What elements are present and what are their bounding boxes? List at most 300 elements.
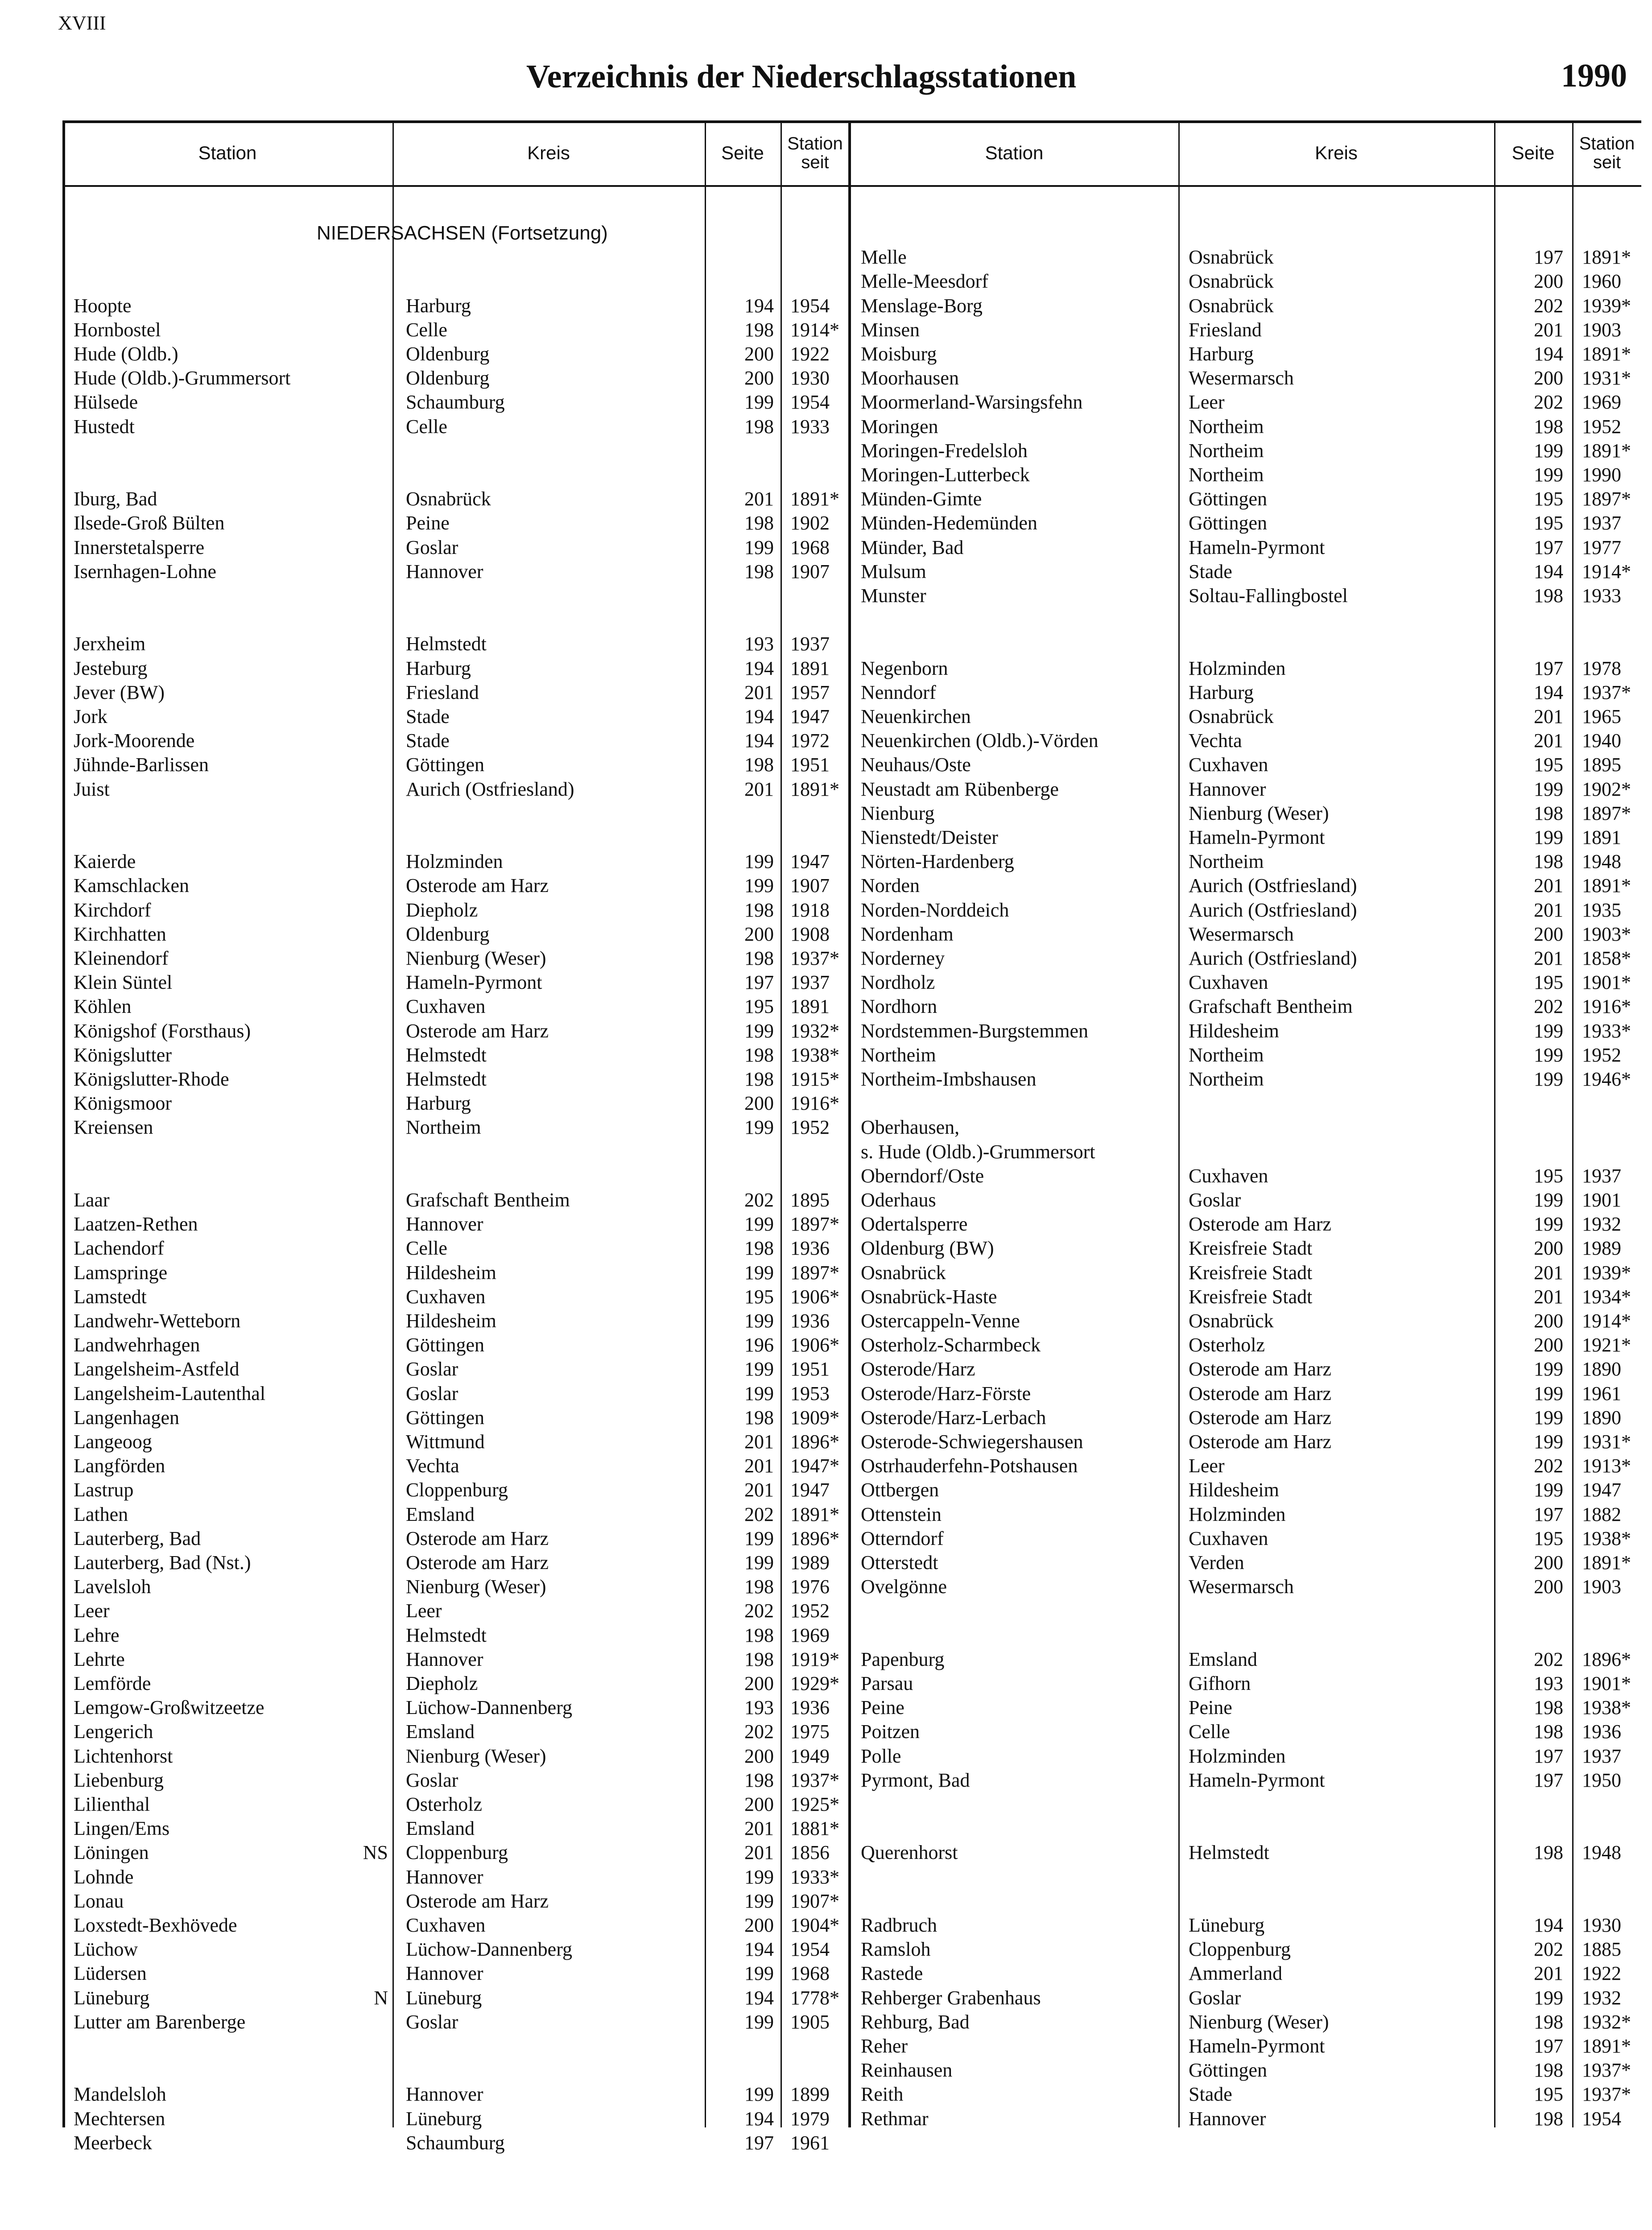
kreis-name: Oldenburg	[406, 343, 490, 365]
kreis-name: Osterode am Harz	[406, 1552, 549, 1573]
station-name: Lemgow-Großwitzeetze	[74, 1697, 264, 1719]
seite-value: 200	[1534, 1334, 1563, 1356]
station-seit-value	[1577, 1212, 1629, 1236]
asterisk-mark: *	[1621, 439, 1631, 462]
station-seit-value	[785, 415, 838, 439]
year-text: 1953	[790, 1382, 830, 1404]
kreis-name: Göttingen	[406, 1334, 484, 1356]
station-name: Ottenstein	[861, 1503, 942, 1525]
station-seit-value	[1577, 1454, 1629, 1478]
station-seit-value	[785, 1720, 838, 1744]
year-text: 1947	[790, 1455, 830, 1477]
year-text: 1954	[1582, 2107, 1621, 2130]
header-kreis-right: Kreis	[1315, 142, 1358, 163]
station-name: Hude (Oldb.)	[74, 343, 178, 365]
station-seit-value	[1577, 1333, 1629, 1357]
seite-value: 199	[1534, 1986, 1563, 2009]
asterisk-mark: *	[1621, 2011, 1631, 2033]
kreis-name: Goslar	[1189, 1189, 1241, 1211]
year-text: 1952	[1582, 1044, 1621, 1066]
station-name: Liebenburg	[74, 1769, 164, 1791]
table-left-border	[62, 120, 65, 2127]
seite-value: 198	[744, 1237, 774, 1260]
station-seit-value	[785, 729, 838, 753]
year-text: 1930	[1582, 1914, 1621, 1936]
seite-value: 197	[744, 971, 774, 994]
station-name: Rastede	[861, 1962, 923, 1985]
kreis-name: Emsland	[406, 1817, 475, 1840]
station-name: Moringen-Lutterbeck	[861, 464, 1030, 486]
station-seit-value	[1577, 584, 1629, 608]
kreis-name: Hameln-Pyrmont	[1189, 1769, 1325, 1791]
kreis-name: Northeim	[1189, 1044, 1264, 1066]
station-name: Lohnde	[74, 1866, 134, 1888]
station-seit-value	[785, 681, 838, 705]
station-seit-value	[1577, 874, 1629, 898]
station-name: Lüchow	[74, 1938, 138, 1961]
header-seite-right: Seite	[1512, 142, 1555, 163]
header-seit-right: Station seit	[1579, 133, 1635, 172]
station-name: Königsmoor	[74, 1092, 172, 1115]
asterisk-mark: *	[830, 1406, 839, 1429]
asterisk-mark: *	[1621, 1261, 1631, 1284]
year-text: 1922	[790, 343, 830, 365]
station-name: Peine	[861, 1697, 904, 1719]
kreis-name: Osterode am Harz	[406, 875, 549, 897]
asterisk-mark: *	[1621, 488, 1631, 510]
station-name: Osterode/Harz-Förste	[861, 1382, 1031, 1404]
year-text: 1937	[790, 947, 830, 969]
station-seit-value	[1577, 1382, 1629, 1406]
station-seit-value	[785, 1599, 838, 1623]
seite-value: 199	[1534, 1406, 1563, 1429]
station-seit-value	[1577, 269, 1629, 293]
year-text: 1908	[790, 923, 830, 945]
kreis-name: Osterode am Harz	[1189, 1213, 1332, 1235]
asterisk-mark: *	[830, 1503, 839, 1525]
kreis-name: Helmstedt	[1189, 1842, 1269, 1864]
station-seit-value	[785, 1865, 838, 1889]
seite-value: 201	[744, 1431, 774, 1453]
asterisk-mark: *	[1621, 367, 1631, 389]
station-name: Moringen	[861, 415, 938, 438]
station-name: Kirchhatten	[74, 923, 166, 945]
station-seit-value	[785, 1430, 838, 1454]
station-seit-value	[1577, 366, 1629, 390]
station-seit-value	[785, 946, 838, 970]
station-name: Iburg, Bad	[74, 488, 157, 510]
station-name: Isernhagen-Lohne	[74, 560, 217, 582]
station-seit-value	[1577, 390, 1629, 414]
kreis-name: Stade	[406, 730, 450, 752]
station-seit-value	[1577, 1043, 1629, 1067]
seite-value: 202	[1534, 391, 1563, 413]
seite-value: 200	[1534, 1552, 1563, 1573]
year-text: 1947	[790, 1479, 830, 1501]
station-seit-value	[1577, 1720, 1629, 1744]
asterisk-mark: *	[830, 1092, 839, 1115]
station-seit-value	[1577, 1768, 1629, 1792]
station-name: Mulsum	[861, 560, 926, 582]
page-title: Verzeichnis der Niederschlagsstationen	[526, 58, 1077, 95]
year-text: 1933	[1582, 1020, 1621, 1042]
station-seit-value	[785, 1212, 838, 1236]
col-divider	[392, 120, 394, 2127]
station-name: Laatzen-Rethen	[74, 1213, 198, 1235]
station-seit-value	[785, 342, 838, 366]
station-seit-value	[785, 1768, 838, 1792]
station-name: Loxstedt-Bexhövede	[74, 1914, 237, 1936]
year-text: 1930	[790, 367, 830, 389]
seite-value: 194	[744, 730, 774, 752]
year-text: 1968	[790, 536, 830, 558]
year-text: 1891	[1582, 1552, 1621, 1573]
kreis-name: Harburg	[406, 294, 471, 317]
station-seit-value	[785, 1817, 838, 1841]
station-name: Nienstedt/Deister	[861, 826, 998, 848]
year-text: 1938	[1582, 1697, 1621, 1719]
station-name: Northeim-Imbshausen	[861, 1068, 1037, 1090]
station-seit-value	[1577, 1962, 1629, 1986]
station-seit-value	[1577, 1309, 1629, 1333]
station-name: Reinhausen	[861, 2059, 953, 2081]
station-seit-value	[785, 1333, 838, 1357]
kreis-name: Northeim	[1189, 439, 1264, 462]
kreis-name: Osterode am Harz	[1189, 1431, 1332, 1453]
kreis-name: Oldenburg	[406, 923, 490, 945]
year-text: 1858	[1582, 947, 1621, 969]
station-name: Lamspringe	[74, 1261, 168, 1284]
seite-value: 198	[1534, 1842, 1563, 1864]
seite-value: 198	[1534, 585, 1563, 607]
station-name: Norden	[861, 875, 920, 897]
kreis-name: Osnabrück	[1189, 706, 1274, 727]
seite-value: 197	[1534, 246, 1563, 268]
station-name: Lutter am Barenberge	[74, 2011, 246, 2033]
kreis-name: Osnabrück	[1189, 294, 1274, 317]
station-seit-value	[785, 318, 838, 342]
station-seit-value	[785, 1043, 838, 1067]
header-seit-left: Station seit	[787, 133, 843, 172]
asterisk-mark: *	[830, 1455, 839, 1477]
station-seit-value	[785, 1986, 838, 2010]
station-seit-value	[1577, 898, 1629, 922]
station-seit-value	[1577, 2058, 1629, 2082]
asterisk-mark: *	[1621, 1672, 1631, 1694]
station-name: Lauterberg, Bad (Nst.)	[74, 1552, 251, 1573]
year-text: 1965	[1582, 706, 1621, 727]
year-text: 1897	[790, 1213, 830, 1235]
station-seit-value	[785, 1091, 838, 1115]
station-name: Mandelsloh	[74, 2083, 166, 2106]
seite-value: 201	[1534, 1261, 1563, 1284]
kreis-name: Stade	[1189, 2083, 1232, 2106]
seite-value: 201	[1534, 947, 1563, 969]
kreis-name: Nienburg (Weser)	[1189, 2011, 1329, 2033]
station-seit-value	[785, 995, 838, 1019]
kreis-name: Holzminden	[406, 851, 503, 873]
station-name: Ovelgönne	[861, 1576, 947, 1598]
station-seit-value	[785, 1454, 838, 1478]
kreis-name: Harburg	[406, 1092, 471, 1115]
seite-value: 201	[1534, 318, 1563, 341]
station-seit-value	[785, 1889, 838, 1913]
kreis-name: Göttingen	[1189, 512, 1267, 534]
seite-value: 194	[744, 294, 774, 317]
kreis-name: Schaumburg	[406, 2131, 505, 2154]
kreis-name: Holzminden	[1189, 657, 1286, 679]
asterisk-mark: *	[830, 1769, 839, 1791]
station-name: Reher	[861, 2035, 908, 2057]
station-name: Otterstedt	[861, 1552, 938, 1573]
asterisk-mark: *	[830, 1044, 839, 1066]
seite-value: 198	[744, 899, 774, 921]
station-seit-value	[785, 705, 838, 729]
seite-value: 199	[1534, 778, 1563, 800]
station-name: Papenburg	[861, 1648, 945, 1670]
kreis-name: Stade	[406, 706, 450, 727]
seite-value: 200	[744, 1672, 774, 1694]
station-note: NS	[363, 1842, 388, 1864]
asterisk-mark: *	[1621, 681, 1631, 703]
station-seit-value	[1577, 1575, 1629, 1599]
station-seit-value	[1577, 415, 1629, 439]
kreis-name: Hildesheim	[1189, 1020, 1279, 1042]
station-name: Nörten-Hardenberg	[861, 851, 1014, 873]
seite-value: 199	[1534, 1358, 1563, 1380]
seite-value: 194	[1534, 343, 1563, 365]
kreis-name: Harburg	[1189, 681, 1254, 703]
year-text: 1954	[790, 1938, 830, 1961]
kreis-name: Cuxhaven	[1189, 1527, 1268, 1549]
station-seit-value	[1577, 1357, 1629, 1381]
station-name: Polle	[861, 1745, 901, 1767]
station-name: Lengerich	[74, 1721, 153, 1743]
header-station-left: Station	[198, 142, 257, 163]
year-text: 1891	[790, 488, 830, 510]
kreis-name: Göttingen	[1189, 2059, 1267, 2081]
asterisk-mark: *	[1621, 947, 1631, 969]
year-text: 1952	[790, 1600, 830, 1622]
station-seit-value	[785, 1527, 838, 1551]
page-year: 1990	[1561, 58, 1627, 94]
station-name: Osterholz-Scharmbeck	[861, 1334, 1041, 1356]
year-text: 1932	[790, 1020, 830, 1042]
seite-value: 198	[744, 415, 774, 438]
section-heading: NIEDERSACHSEN (Fortsetzung)	[317, 222, 608, 244]
year-text: 1907	[790, 875, 830, 897]
seite-value: 199	[744, 1310, 774, 1332]
asterisk-mark: *	[830, 1866, 839, 1888]
station-seit-value	[1577, 1067, 1629, 1091]
kreis-name: Cuxhaven	[406, 1914, 486, 1936]
station-seit-value	[1577, 2034, 1629, 2058]
year-text: 1929	[790, 1672, 830, 1694]
year-text: 1931	[1582, 367, 1621, 389]
asterisk-mark: *	[1621, 560, 1631, 582]
year-text: 1916	[1582, 995, 1621, 1018]
kreis-name: Goslar	[406, 1382, 458, 1404]
seite-value: 199	[744, 1382, 774, 1404]
kreis-name: Kreisfreie Stadt	[1189, 1261, 1313, 1284]
seite-value: 202	[1534, 995, 1563, 1018]
station-seit-value	[785, 1357, 838, 1381]
station-name: Kaierde	[74, 851, 136, 873]
seite-value: 199	[1534, 1068, 1563, 1090]
station-seit-value	[785, 560, 838, 584]
year-text: 1932	[1582, 2011, 1621, 2033]
station-seit-value	[785, 1937, 838, 1962]
asterisk-mark: *	[830, 318, 839, 341]
seite-value: 195	[1534, 512, 1563, 534]
station-seit-value	[1577, 1478, 1629, 1502]
seite-value: 199	[744, 2011, 774, 2033]
station-name: Lingen/Ems	[74, 1817, 170, 1840]
asterisk-mark: *	[830, 1285, 839, 1308]
kreis-name: Hannover	[406, 1962, 483, 1985]
seite-value: 195	[1534, 488, 1563, 510]
kreis-name: Wesermarsch	[1189, 1576, 1294, 1598]
seite-value: 199	[744, 1213, 774, 1235]
station-note: N	[374, 1986, 388, 2009]
station-name: Nordenham	[861, 923, 954, 945]
station-seit-value	[1577, 801, 1629, 826]
seite-value: 201	[744, 778, 774, 800]
seite-value: 202	[744, 1600, 774, 1622]
kreis-name: Kreisfreie Stadt	[1189, 1285, 1313, 1308]
station-name: Melle-Meesdorf	[861, 270, 988, 293]
year-text: 1897	[1582, 802, 1621, 824]
seite-value: 195	[1534, 1165, 1563, 1187]
seite-value: 198	[1534, 2107, 1563, 2130]
asterisk-mark: *	[1621, 971, 1631, 994]
kreis-name: Lüneburg	[1189, 1914, 1265, 1936]
station-name: Parsau	[861, 1672, 913, 1694]
asterisk-mark: *	[1621, 1310, 1631, 1332]
kreis-name: Soltau-Fallingbostel	[1189, 585, 1348, 607]
seite-value: 197	[1534, 1745, 1563, 1767]
seite-value: 201	[744, 1479, 774, 1501]
year-text: 1931	[1582, 1431, 1621, 1453]
year-text: 1937	[1582, 2083, 1621, 2106]
year-text: 1969	[790, 1624, 830, 1646]
station-seit-value	[785, 1188, 838, 1212]
kreis-name: Cloppenburg	[406, 1842, 508, 1864]
year-text: 1989	[1582, 1237, 1621, 1260]
seite-value: 194	[1534, 1914, 1563, 1936]
station-seit-value	[1577, 1913, 1629, 1937]
station-name: Königslutter	[74, 1044, 172, 1066]
stations-table	[62, 120, 1641, 2154]
station-name: Osterode-Schwiegershausen	[861, 1431, 1083, 1453]
station-name: Nordhorn	[861, 995, 938, 1018]
year-text: 1990	[1582, 464, 1621, 486]
station-name: Osterode/Harz-Lerbach	[861, 1406, 1046, 1429]
station-seit-value	[785, 1261, 838, 1285]
year-text: 1890	[1582, 1358, 1621, 1380]
seite-value: 201	[744, 681, 774, 703]
station-name: Minsen	[861, 318, 920, 341]
station-name: Neuenkirchen	[861, 706, 971, 727]
station-seit-value	[785, 922, 838, 946]
station-seit-value	[785, 1067, 838, 1091]
kreis-name: Schaumburg	[406, 391, 505, 413]
seite-value: 195	[1534, 971, 1563, 994]
year-text: 1903	[1582, 318, 1621, 341]
seite-value: 194	[744, 1986, 774, 2009]
station-seit-value	[1577, 2010, 1629, 2034]
year-text: 1939	[1582, 1261, 1621, 1284]
station-seit-value	[1577, 946, 1629, 970]
seite-value: 201	[744, 1817, 774, 1840]
station-seit-value	[785, 2131, 838, 2155]
year-text: 1903	[1582, 1576, 1621, 1598]
seite-value: 200	[744, 1745, 774, 1767]
kreis-name: Hannover	[406, 1213, 483, 1235]
station-seit-value	[1577, 1188, 1629, 1212]
seite-value: 194	[744, 1938, 774, 1961]
kreis-name: Northeim	[1189, 851, 1264, 873]
seite-value: 202	[1534, 1648, 1563, 1670]
kreis-name: Wesermarsch	[1189, 367, 1294, 389]
center-divider	[848, 120, 851, 2127]
station-seit-value	[785, 850, 838, 874]
year-text: 1950	[1582, 1769, 1621, 1791]
seite-value: 201	[1534, 730, 1563, 752]
seite-value: 197	[1534, 1503, 1563, 1525]
station-name: Lichtenhorst	[74, 1745, 173, 1767]
asterisk-mark: *	[830, 1672, 839, 1694]
kreis-name: Aurich (Ostfriesland)	[1189, 899, 1357, 921]
seite-value: 199	[744, 1552, 774, 1573]
kreis-name: Goslar	[1189, 1986, 1241, 2009]
seite-value: 200	[1534, 923, 1563, 945]
asterisk-mark: *	[1621, 246, 1631, 268]
seite-value: 198	[1534, 1697, 1563, 1719]
seite-value: 200	[744, 1914, 774, 1936]
asterisk-mark: *	[830, 488, 839, 510]
seite-value: 199	[744, 875, 774, 897]
year-text: 1891	[790, 1503, 830, 1525]
seite-value: 196	[744, 1334, 774, 1356]
year-text: 1951	[790, 1358, 830, 1380]
station-name: Langelsheim-Lautenthal	[74, 1382, 266, 1404]
asterisk-mark: *	[830, 1793, 839, 1815]
kreis-name: Hildesheim	[1189, 1479, 1279, 1501]
station-name: Northeim	[861, 1044, 936, 1066]
station-name: Nordholz	[861, 971, 935, 994]
seite-value: 199	[1534, 1189, 1563, 1211]
station-seit-value	[1577, 1648, 1629, 1672]
seite-value: 199	[744, 536, 774, 558]
year-text: 1951	[790, 754, 830, 776]
station-seit-value	[1577, 1551, 1629, 1575]
station-seit-value	[785, 2010, 838, 2034]
kreis-name: Friesland	[406, 681, 479, 703]
year-text: 1903	[1582, 923, 1621, 945]
year-text: 1938	[790, 1044, 830, 1066]
station-name: Oberndorf/Oste	[861, 1165, 984, 1187]
station-seit-value	[1577, 850, 1629, 874]
seite-value: 198	[1534, 2059, 1563, 2081]
year-text: 1933	[1582, 585, 1621, 607]
kreis-name: Hannover	[406, 560, 483, 582]
seite-value: 201	[744, 1842, 774, 1864]
seite-value: 201	[1534, 875, 1563, 897]
year-text: 1989	[790, 1552, 830, 1573]
year-text: 1947	[1582, 1479, 1621, 1501]
asterisk-mark: *	[1621, 923, 1631, 945]
